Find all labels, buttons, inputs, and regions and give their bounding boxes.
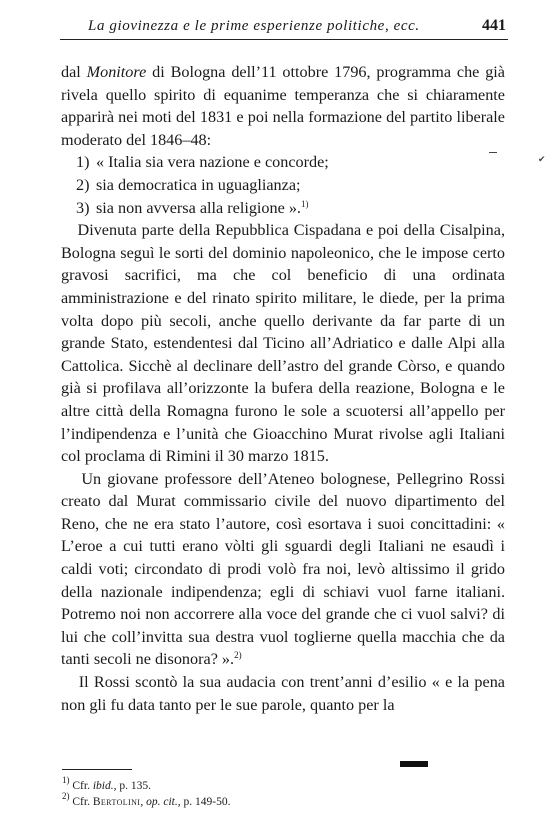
- paragraph-3: Un giovane professore dell’Ateneo bolognese, Pellegrino Rossi creato dal Murat commissario civile del nuovo dipartimento del Reno, che ne era stato l’autore, così esortava i suoi concittadini: « L’eroe a cui tutti erano vòlti gli sguardi degli Italiani ne esaudì i caldi voti; circondato di prodi volò fra noi, levò altissimo il grido della nazionale indipendenza; egli di schiavi vuol farne italiani. Potremo noi non accorrere alla voce del grande che ci vuol salvi? di lui che coll’invitta sua destra vuol toglierne quella macchia che da tanti secoli ne disonora? ».$^{2)}$: [61, 469, 505, 669]
- margin-mark: ✔: [538, 154, 546, 164]
- footnote-2: $^{2)}$ Cfr. Bertolini, op. cit., p. 149-50.: [62, 791, 231, 808]
- list-item-1: 1) « Italia sia vera nazione e concorde;: [76, 153, 329, 172]
- page-number: 441: [482, 17, 506, 34]
- list-item-2: 2) sia democratica in uguaglianza;: [76, 175, 301, 194]
- footnote-ref: 1): [300, 198, 309, 209]
- footnotes: [62, 775, 231, 810]
- running-title: La giovinezza e le prime esperienze politiche, ecc.: [88, 18, 420, 34]
- ink-smudge: [400, 761, 428, 767]
- italic-title: Monitore: [86, 63, 147, 81]
- list-item-3: 3) sia non avversa alla religione ».$^{1)}$: [76, 198, 309, 217]
- paragraph-2: Divenuta parte della Repubblica Cispadana e poi della Cisalpina, Bologna seguì le sorti del dominio napoleonico, che le impose certo gravosi sacrifici, ma che col beneficio di una ordinata amministrazione e del rinato spirito militare, le diede, per la prima volta dopo più secoli, anche quello derivante da far parte di un grande Stato, estendentesi dal Ticino all’Adriatico e dalle Alpi alla Cattolica. Sicchè al declinare dell’astro del grande Còrso, e quando già si profilava all’orizzonte la bufera della reazione, Bologna e le altre città della Romagna furono le sole a scuotersi all’appello per l’indipendenza e l’unità che Gioacchino Murat rivolse agli Italiani col proclama di Rimini il 30 marzo 1815.: [61, 221, 506, 466]
- footnote-ref: 2): [234, 650, 242, 661]
- paragraph-1: dal Monitore di Bologna dell’11 ottobre 1796, programma che già rivela quello spirito di equanime temperanza che si chiaramente apparirà nei moti del 1831 e poi nella formazione del partito liberale moderato del 1846–48:: [61, 63, 505, 149]
- footnote-1: $^{1)}$ Cfr. ibid., p. 135.: [62, 775, 151, 792]
- paragraph-4: Il Rossi scontò la sua audacia con trent’anni d’esilio « e la pena non gli fu data tanto per le sue parole, quanto per la: [61, 673, 505, 714]
- running-header: [60, 17, 508, 40]
- footnote-rule: [62, 769, 132, 770]
- body-text: [61, 61, 505, 716]
